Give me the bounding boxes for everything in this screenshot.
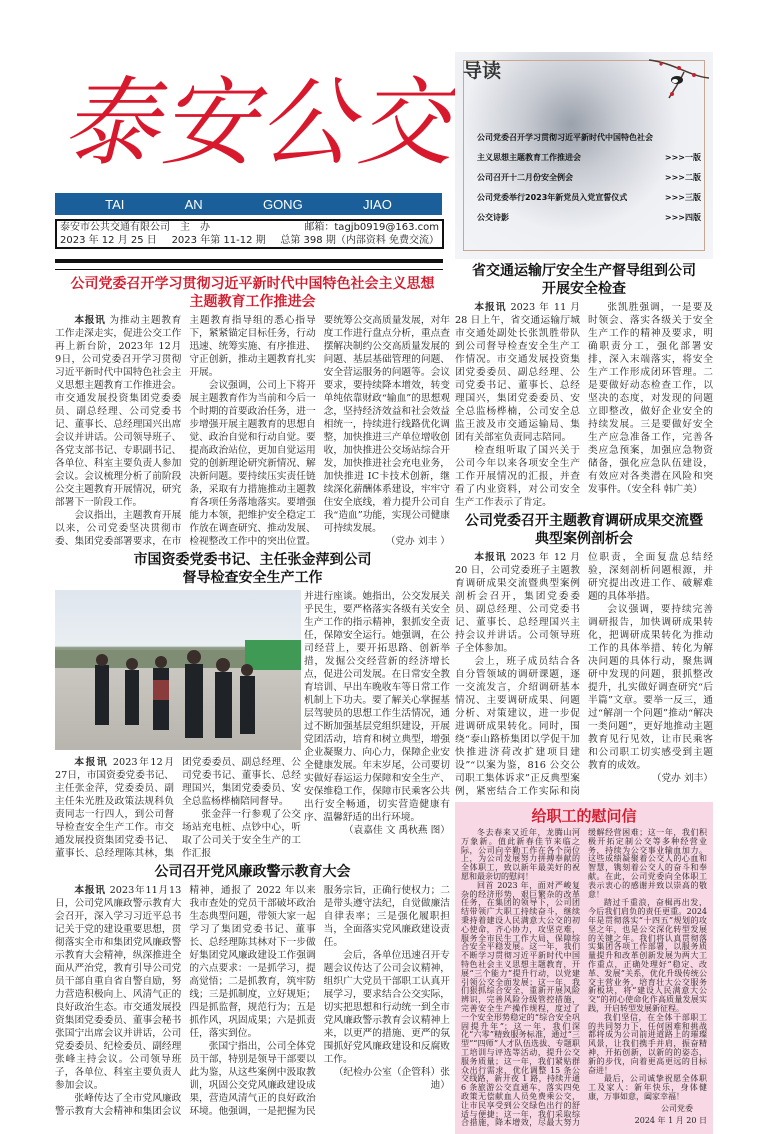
paragraph: 本报讯 为推动主题教育工作走深走实，促进公交工作再上新台阶，2023年 12月 9日，公司党委召开学习贯彻习近平新时代中国特色社会主义思想主题教育工作推进会。市交通发展投资集团党委委员、副总经理、公司党委书记、董事长、总经理国兴出席会议并讲话。公司领导班子、各党支部书记、专职副书记、各单位、科室主要负责人参加会议。会议梳理分析了前阶段公交主题教育开展情况，研究部署下一阶段工作。	[55, 315, 182, 508]
paragraph: 冬去春来又近年，龙腾山河万象新。值此新春佳节来临之际，公司向辛勤工作在各个岗位上，为公司发展努力拼搏奉献的全体职工，致以新年最美好的祝愿和最亲切的慰问！	[461, 828, 580, 881]
guide-list	[477, 128, 701, 228]
photo-story	[55, 590, 450, 860]
masthead	[55, 0, 454, 272]
band-word: GONG	[262, 196, 303, 212]
band-word: TAI	[105, 196, 125, 212]
article-body	[55, 756, 301, 860]
article-body	[455, 301, 713, 509]
guide-item[interactable]: 公交诗影 >>>四版	[477, 213, 701, 222]
article-headline: 省交通运输厅安全生产督导组到公司 开展安全检查	[472, 263, 696, 297]
guide-box	[455, 52, 713, 259]
paragraph: 会后，各单位迅速召开专题会议传达了公司会议精神，组织广大党员干部职工认真开展学习，要求结合公交实际，切实把思想和行动统一到全市党风廉政警示教育会议精神上来，以更严的措施、更严的氛围抓好党风廉政建设和反腐败工作。	[323, 950, 450, 1065]
publisher: 泰安市公共交通有限公司 主 办	[60, 222, 210, 233]
masthead-band	[55, 193, 442, 215]
guide-item[interactable]: 公司党委举行2023年新党员入党宣誓仪式 >>>三版	[477, 193, 701, 202]
article-body	[304, 590, 450, 860]
paragraph: 检查组听取了国兴关于公司今年以来各项安全生产工作开展情况的汇报，并查看了内业资料，对公司安全生产工作表示了肯定。	[455, 445, 580, 508]
paragraph: 张国宁指出，公司全体党员干部，特别是领导干部要以此为鉴，从这些案例中汲取教训，巩固公交党风廉政建设成果，营造风清气正的良好政治环境。他强调，一是把握为民服务宗旨，正确行使权力；二是带头遵守法纪，自觉做廉洁自律表率；三是强化履职担当，全面落实党风廉政建设责任。	[189, 885, 450, 1117]
email: 邮箱：tagjb0919@163.com	[304, 222, 439, 233]
paragraph: 并进行座谈。她指出，公交发展关乎民生，要严格落实各级有关安全生产工作的指示精神，狠抓安全责任，保障安全运行。她强调，在公司经营上，要开拓思路、创新举措，发掘公交经营新的经济增长点，促进公司发展。在日常安全教育培训、早出车晚收车等日常工作机制上下功夫。要了解关心掌握基层驾驶员的思想工作生活情况，通过不断加强基层党组织建设，开展党团活动，培育和树立典型，增强企业凝聚力、向心力，保障企业安全健康发展。年末岁尾，公司要切实做好春运运力保障和安全生产、安保维稳工作，保障市民乘客公共出行安全畅通，切实营造健康有序、温馨舒适的出行环境。	[304, 591, 450, 823]
paragraph: 张凯胜强调，一是要及时领会、落实各级关于安全生产工作的精神及要求，明确职责分工，强化部署安排，深入末端落实，将安全生产工作形成闭环管理。二是要做好动态检查工作，以坚决的态度，对发现的问题立即整改，做好企业安全的持续发展。三是要做好安全生产应急准备工作，完善各类应急预案，加强应急物资储备，强化应急队伍建设，有效应对各类潜在风险和突发事件。（安全科 韩广美）	[588, 302, 713, 495]
band-word: AN	[184, 196, 203, 212]
paragraph: 踏过千重浪，奋楫再出发，今后我们肩负的责任更重。2024 年是贯彻落实“十四五”规划的攻坚之年，也是公交深化转型发展的关键之年。我们将认真贯彻落实集团各项工作部署，以服务质量提升和改革创新发展为两大工作重点，正确处理好“稳定、改革、发展”关系，优化升级传统公交主营业务，培育壮大公交服务新板块，将“建设人民满意大公交”的初心使命化作高质量发展实践，开启转型发展新征程。	[588, 898, 707, 1013]
letter-title: 给职工的慰问信	[531, 807, 637, 825]
article-headline: 市国资委党委书记、主任张金萍到公司 督导检查安全生产工作	[133, 552, 372, 586]
guide-item[interactable]: 公司党委召开学习贯彻习近平新时代中国特色社会	[477, 133, 653, 142]
article-body	[55, 314, 450, 548]
issue-date: 2023 年 12 月 25 日	[60, 235, 157, 246]
issue-number: 2023 年第 11-12 期	[171, 235, 266, 246]
right-column	[455, 52, 713, 1134]
total-issue: 总第 398 期（内部资料 免费交流）	[280, 235, 439, 246]
letter-body	[461, 829, 707, 1128]
byline: （党办 刘丰）	[651, 773, 713, 784]
paragraph: 我们坚信，在全体干部职工的共同努力下，任何困难和挑战都将成为公司前进道路上的璀璨风景，让我们携手并肩，振奋精神，开拓创新，以新的的姿态，新的步伐，向着更高更远的目标奋进！	[588, 1012, 707, 1075]
article-body	[455, 551, 713, 798]
guide-title: 导读	[463, 60, 502, 82]
paragraph: 会上，班子成员结合各自分管领域的调研课题，逐一交流发言，介绍调研基本情况、主要调研成果、问题分析、对策建议，进一步促进调研成果转化。同时，围绕“泰山路桥集团以学促干加快推进济荷改扩建项目建设”“以案为鉴，816 公交公司职工集体诉求”正反典型案例，紧密结合工作实际和岗位职责，全面复盘总结经验，深刻剖析问题根源，并研究提出改进工作、破解难题的具体举措。	[455, 552, 713, 797]
paragraph: 本报讯 2023 年 11 月 28 日上午，省交通运输厅城市交通处副处长张凯胜带队到公司督导检查安全生产工作情况。市交通发展投资集团党委委员、副总经理、公司党委书记、董事长、总经理国兴，集团党委委员、安全总监杨桦楠，公司安全总监王波及市交通运输局、集团有关部室负责同志陪同。	[455, 302, 580, 443]
plum-branch-icon	[639, 58, 709, 108]
article-body	[55, 884, 450, 1118]
letter-signature: 公司党委	[661, 1103, 693, 1113]
paragraph: 本报讯 2023年12月27日，市国资委党委书记、主任张金萍，党委委员、副主任朱光胜及政策法规科负责同志一行四人，到公司督导检查安全生产工作。市交通发展投资集团党委书记、董事长、总经理陈其林，集团党委委员、副总经理、公司党委书记、董事长、总经理国兴，集团党委委员、安全总监杨桦楠陪同督导。	[55, 757, 301, 859]
byline: （党办 刘丰 ）	[385, 536, 450, 547]
guide-item[interactable]: 公司召开十二月份安全例会 >>>二版	[477, 173, 701, 182]
guide-item[interactable]: 主义思想主题教育工作推进会 >>>一版	[477, 153, 701, 162]
byline: （纪检办公室（企管科）张迪）	[333, 1067, 450, 1091]
paragraph: 会议强调，公司上下将开展主题教育作为当前和今后一个时期的首要政治任务，进一步增强开展主题教育的思想自觉、政治自觉和行动自觉。要提高政治站位，更加自觉运用党的创新理论研究新情况、解决新问题。要持续压实责任链条，采取有力措施推动主题教育各项任务落地落实。要增强能力本领，把维护安全稳定工作放在调查研究、推动发展、检视整改工作中的突出位置。要统筹公交高质量发展，对年度工作进行盘点分析，重点查摆解决制约公交高质量发展的问题、基层基础管理的问题、安全营运服务的问题等。会议要求，要持续降本增效，转变单纯依靠财政“输血”的思想观念，坚持经济效益和社会效益相统一，持续进行线路优化调整，加快推进三产单位增收创收，加快推进公交场站综合开发，加快推进社会充电业务，加快推进 IC卡技术创新，继续深化薪酬体系建设，牢牢守住安全底线，着力提升公司自我“造血”功能，实现公司健康可持续发展。	[189, 315, 450, 547]
masthead-logo: 泰安公交	[62, 67, 454, 179]
divider	[55, 259, 443, 263]
paragraph: 本报讯 2023 年 12 月 20 日，公司党委班子主题教育调研成果交流暨典型案例剖析会召开，集团党委委员、副总经理、公司党委书记、董事长、总经理国兴主持会议并讲话。公司领导班子全体参加。	[455, 552, 580, 654]
paragraph: 会议指出，主题教育开展以来，公司党委坚决贯彻市委、集团党委部署要求，在市主题教育指导组的悉心指导下，紧紧锚定目标任务，行动迅速、统筹实施、有序推进、守正创新，推动主题教育扎实开展。	[55, 315, 316, 547]
condolence-letter	[455, 802, 713, 1134]
paragraph: 张金萍一行参观了公交场站充电桩、点钞中心，听取了公司关于安全生产的工作汇报	[182, 809, 301, 859]
article-headline: 公司召开党风廉政警示教育大会	[154, 864, 351, 880]
paragraph: 本报讯 2023年11月13日，公司党风廉政警示教育大会召开，深入学习习近平总书记关于党的建设重要思想，贯彻落实全市和集团党风廉政警示教育大会精神，纵深推进全面从严治党，教育引导公司党员干部自重自省自警自励，努力营造积极向上、风清气正的良好政治生态。市交通发展投资集团党委委员、董事会秘书张国宁出席会议并讲话，公司党委委员、纪检委员、副经理张峰主持会议。公司领导班子，各单位、科室主要负责人参加会议。	[55, 885, 182, 1091]
paragraph: 最后，公司诚挚祝愿全体职工及家人：新年快乐，身体健康，万事如意，阖家幸福！	[588, 1074, 707, 1101]
article-headline: 公司党委召开主题教育调研成果交流暨 典型案例剖析会	[465, 513, 703, 547]
divider	[55, 269, 443, 270]
paragraph: 张峰传达了全市党风廉政警示教育大会精神和集团会议精神，通报了 2022 年以来我市查处的党员干部破坏政治生态典型问题，带领大家一起学习了集团党委书记、董事长、总经理陈其林对下一步做好集团党风廉政建设工作强调的六点要求：一是抓学习，提高觉悟；二是抓教育，筑牢防线；三是抓制度，立好规矩；四是抓监督，规范行为；五是抓作风，巩固成果；六是抓责任，落实到位。	[55, 885, 316, 1117]
article-headline: 公司党委召开学习贯彻习近平新时代中国特色社会主义思想 主题教育工作推进会	[70, 276, 435, 310]
band-word: JIAO	[362, 196, 392, 212]
paragraph: 回首 2023 年，面对严峻复杂的经济形势，艰巨繁杂的改革任务，在集团的领导下，公司团结带领广大职工持续奋斗，继续秉持着建设人民满意大公交的初心使命，齐心协力，攻坚克难，服务全市民生工作大局，保障综合安全平稳发展。这一年，我们不断学习贯彻习近平新时代中国特色社会主义思想主题教育，开展“三个能力”提升行动，以党建引领公交全面发展；这一年，我们狠抓综合安全，重新开展风险辨识，完善风险分级管控措施，完善安全生产操作规程，度过了一个安全形势稳定的“综合安全巩固提升年”；这一年，我们深化“六零”精致服务标准，通过“三型”“四师”人才队伍选拔、专题职工培训与评选等活动，提升公交服务质量；这一年，我们紧贴群众出行需求，优化调整 15 条公交线路，新开夜 1 路，持续开通 6 条旅游公交直通车，落实四免政策无偿献血人员免费乘公交，让市民享受到公交绿色出行的舒适与便捷；这一年，我们采取综合措施，降本增效，尽最大努力缓解经营困难；这一年，我们积极开拓定制公交等多种经营业务，持续为公交事业输血加力。这些成绩凝聚着公交人的心血和智慧，镌刻着公交人的奋斗和奉献。在此，公司党委向全体职工表示衷心的感谢并致以崇高的敬意！	[461, 828, 707, 1128]
byline: （袁嘉佳 文 禹秋燕 图）	[343, 825, 450, 836]
masthead-info	[55, 219, 444, 249]
news-photo	[55, 590, 301, 750]
letter-date: 2024 年 1 月 20 日	[634, 1115, 707, 1125]
left-column	[55, 0, 454, 1118]
paragraph: 会议强调，要持续完善调研报告，加快调研成果转化，把调研成果转化为推动工作的具体举措、转化为解决问题的具体行动，聚焦调研中发现的问题，狠抓整改提升，扎实做好调查研究“后半篇”文章。要举一反三，通过“解剖一个问题”推动“解决一类问题”，更好地推动主题教育见行见效，让市民乘客和公司职工切实感受到主题教育的成效。	[588, 604, 713, 771]
